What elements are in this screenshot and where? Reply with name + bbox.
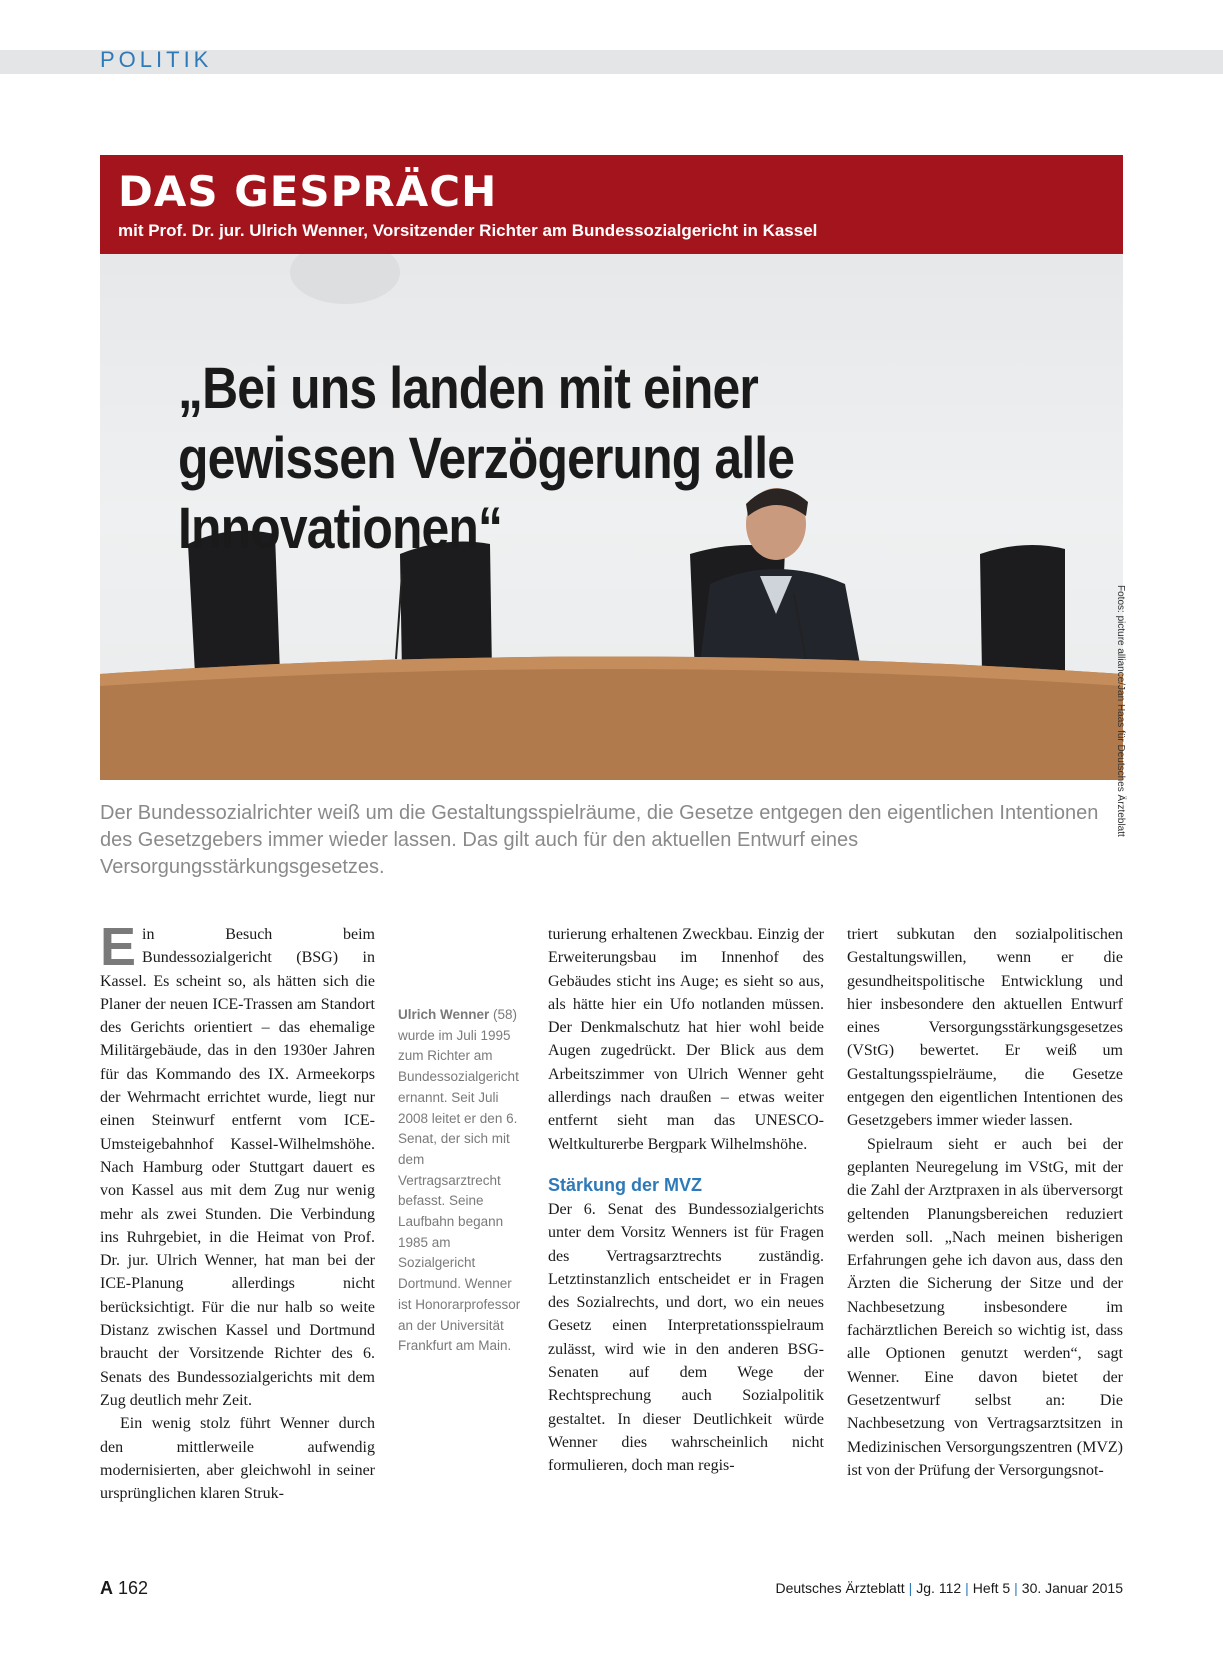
dropcap: E [100,917,137,977]
article-column-1 [100,917,375,1505]
banner-subtitle: mit Prof. Dr. jur. Ulrich Wenner, Vorsitzender Richter am Bundessozialgericht in Kassel [118,221,818,240]
issue: Heft 5 [972,1580,1011,1596]
journal-name: Deutsches Ärzteblatt [775,1580,905,1596]
bio-name: Ulrich Wenner [398,1007,490,1022]
paragraph [100,917,375,1412]
volume: Jg. 112 [916,1580,962,1596]
article-column-2 [548,923,824,1478]
paragraph: Spielraum sieht er auch bei der geplanten Neuregelung im VStG, mit der die Zahl der Arztpraxen in als überversorgt geltenden Planungsbereichen reduziert werden soll. „Nach meinen bisherigen Erfahrungen gehe ich davon aus, dass den Ärzten die Sicherung der Sitze und der Nachbesetzung insbesondere im fachärztlichen Bereich so wichtig ist, dass alle Optionen genutzt werden“, sagt Wenner. Eine davon bietet der Gesetzentwurf selbst an: Die Nachbesetzung von Vertragsarztsitzen in Medizinischen Versorgungszentren (MVZ) ist von der Prüfung der Versorgungsnot- [847,1135,1123,1479]
date: 30. Januar 2015 [1021,1580,1123,1596]
page-number [100,1578,148,1599]
bio-age: (58) [493,1007,518,1022]
banner-title: DAS GESPRÄCH [118,167,498,216]
footer-publication: Deutsches Ärzteblatt | Jg. 112 | Heft 5 | 30. Januar 2015 [775,1580,1123,1596]
eagle-emblem [290,254,400,304]
article-column-3 [847,923,1123,1482]
paragraph: turierung erhaltenen Zweckbau. Einzig der Erweiterungsbau im Innenhof des Gebäudes sticht ins Auge; es sieht so aus, als hätte hier ein Ufo notlanden müssen. Der Denkmalschutz hat hier wohl beide Augen zugedrückt. Der Blick aus dem Arbeitszimmer von Ulrich Wenner geht allerdings nach draußen – etwas weiter entfernt sieht man das UNESCO-Weltkulturerbe Bergpark Wilhelmshöhe. [548,926,824,1153]
paragraph: Ein wenig stolz führt Wenner durch den mittlerweile aufwendig modernisierten, aber gleichwohl in seiner ursprünglichen klaren Struk- [100,1415,375,1503]
subheading: Stärkung der MVZ [548,1174,703,1195]
paragraph: Der 6. Senat des Bundessozialgerichts unter dem Vorsitz Wenners ist für Fragen des Vertragsarztrechts zuständig. Letztinstanzlich entscheidet er in Fragen des Sozialrechts, und dort, wo ein neues Gesetz einen Interpretationsspielraum zulässt, wird wie in den anderen BSG-Senaten auf dem Wege der Rechtsprechung auch Sozialpolitik gestaltet. In dieser Deutlichkeit würde Wenner dies wahrscheinlich nicht formulieren, doch man regis- [548,1200,824,1475]
page-prefix: A [100,1578,113,1598]
courtroom-photo [100,254,1123,780]
photo-credit: Fotos: picture alliance/Jan Haas für Deutsches Ärzteblatt [1115,585,1126,837]
bio-sidebar [398,1005,524,1357]
chair-4 [980,545,1065,674]
paragraph: triert subkutan den sozialpolitischen Gestaltungswillen, wenn er die gesundheitspolitische Entwicklung und hier insbesondere den aktuellen Entwurf eines Versorgungsstärkungsgesetzes (VStG) bewertet. Er weiß um Gestaltungsspielräume, die Gesetze entgegen den eigentlichen Intentionen des Gesetzgebers immer wieder lassen. [847,926,1123,1130]
page-number-value: 162 [118,1578,149,1598]
lead-paragraph: Der Bundessozialrichter weiß um die Gestaltungsspielräume, die Gesetze entgegen den eigentlichen Intentionen des Gesetzgebers immer wieder lassen. Das gilt auch für den aktuellen Entwurf eines Versorgungsstärkungsgesetzes. [100,802,1099,878]
paragraph-text: in Besuch beim Bundessozialgericht (BSG) in Kassel. Es scheint so, als hätten sich die Planer der neuen ICE-Trassen am Standort des Gerichts orientiert – das ehemalige Militärgebäude, das in den 1930er Jahren für das Kommando des IX. Armeekorps der Wehrmacht errichtet wurde, liegt nur einen Steinwurf entfernt vom ICE-Umsteigebahnhof Kassel-Wilhelmshöhe. Nach Hamburg oder Stuttgart dauert es von Kassel aus mit dem Zug nur wenig mehr als zwei Stunden. Die Verbindung ins Ruhrgebiet, in die Heimat von Prof. Dr. jur. Ulrich Wenner, hat man bei der ICE-Planung allerdings nicht berücksichtigt. Für die nur halb so weite Distanz zwischen Kassel und Dortmund braucht der Vorsitzende Richter des 6. Senats des Bundessozialgerichts mit dem Zug deutlich mehr Zeit. [100,926,375,1409]
section-label: POLITIK [100,47,213,72]
headline: „Bei uns landen mit einer gewissen Verzögerung alle Innovationen“ [178,356,795,561]
interview-banner [100,155,1123,254]
bio-text: wurde im Juli 1995 zum Richter am Bundessozialgericht ernannt. Seit Juli 2008 leitet er den 6. Senat, der sich mit dem Vertragsarztrecht befasst. Seine Laufbahn begann 1985 am Sozialgericht Dortmund. Wenner ist Honorarprofessor an der Universität Frankfurt am Main. [398,1027,521,1354]
